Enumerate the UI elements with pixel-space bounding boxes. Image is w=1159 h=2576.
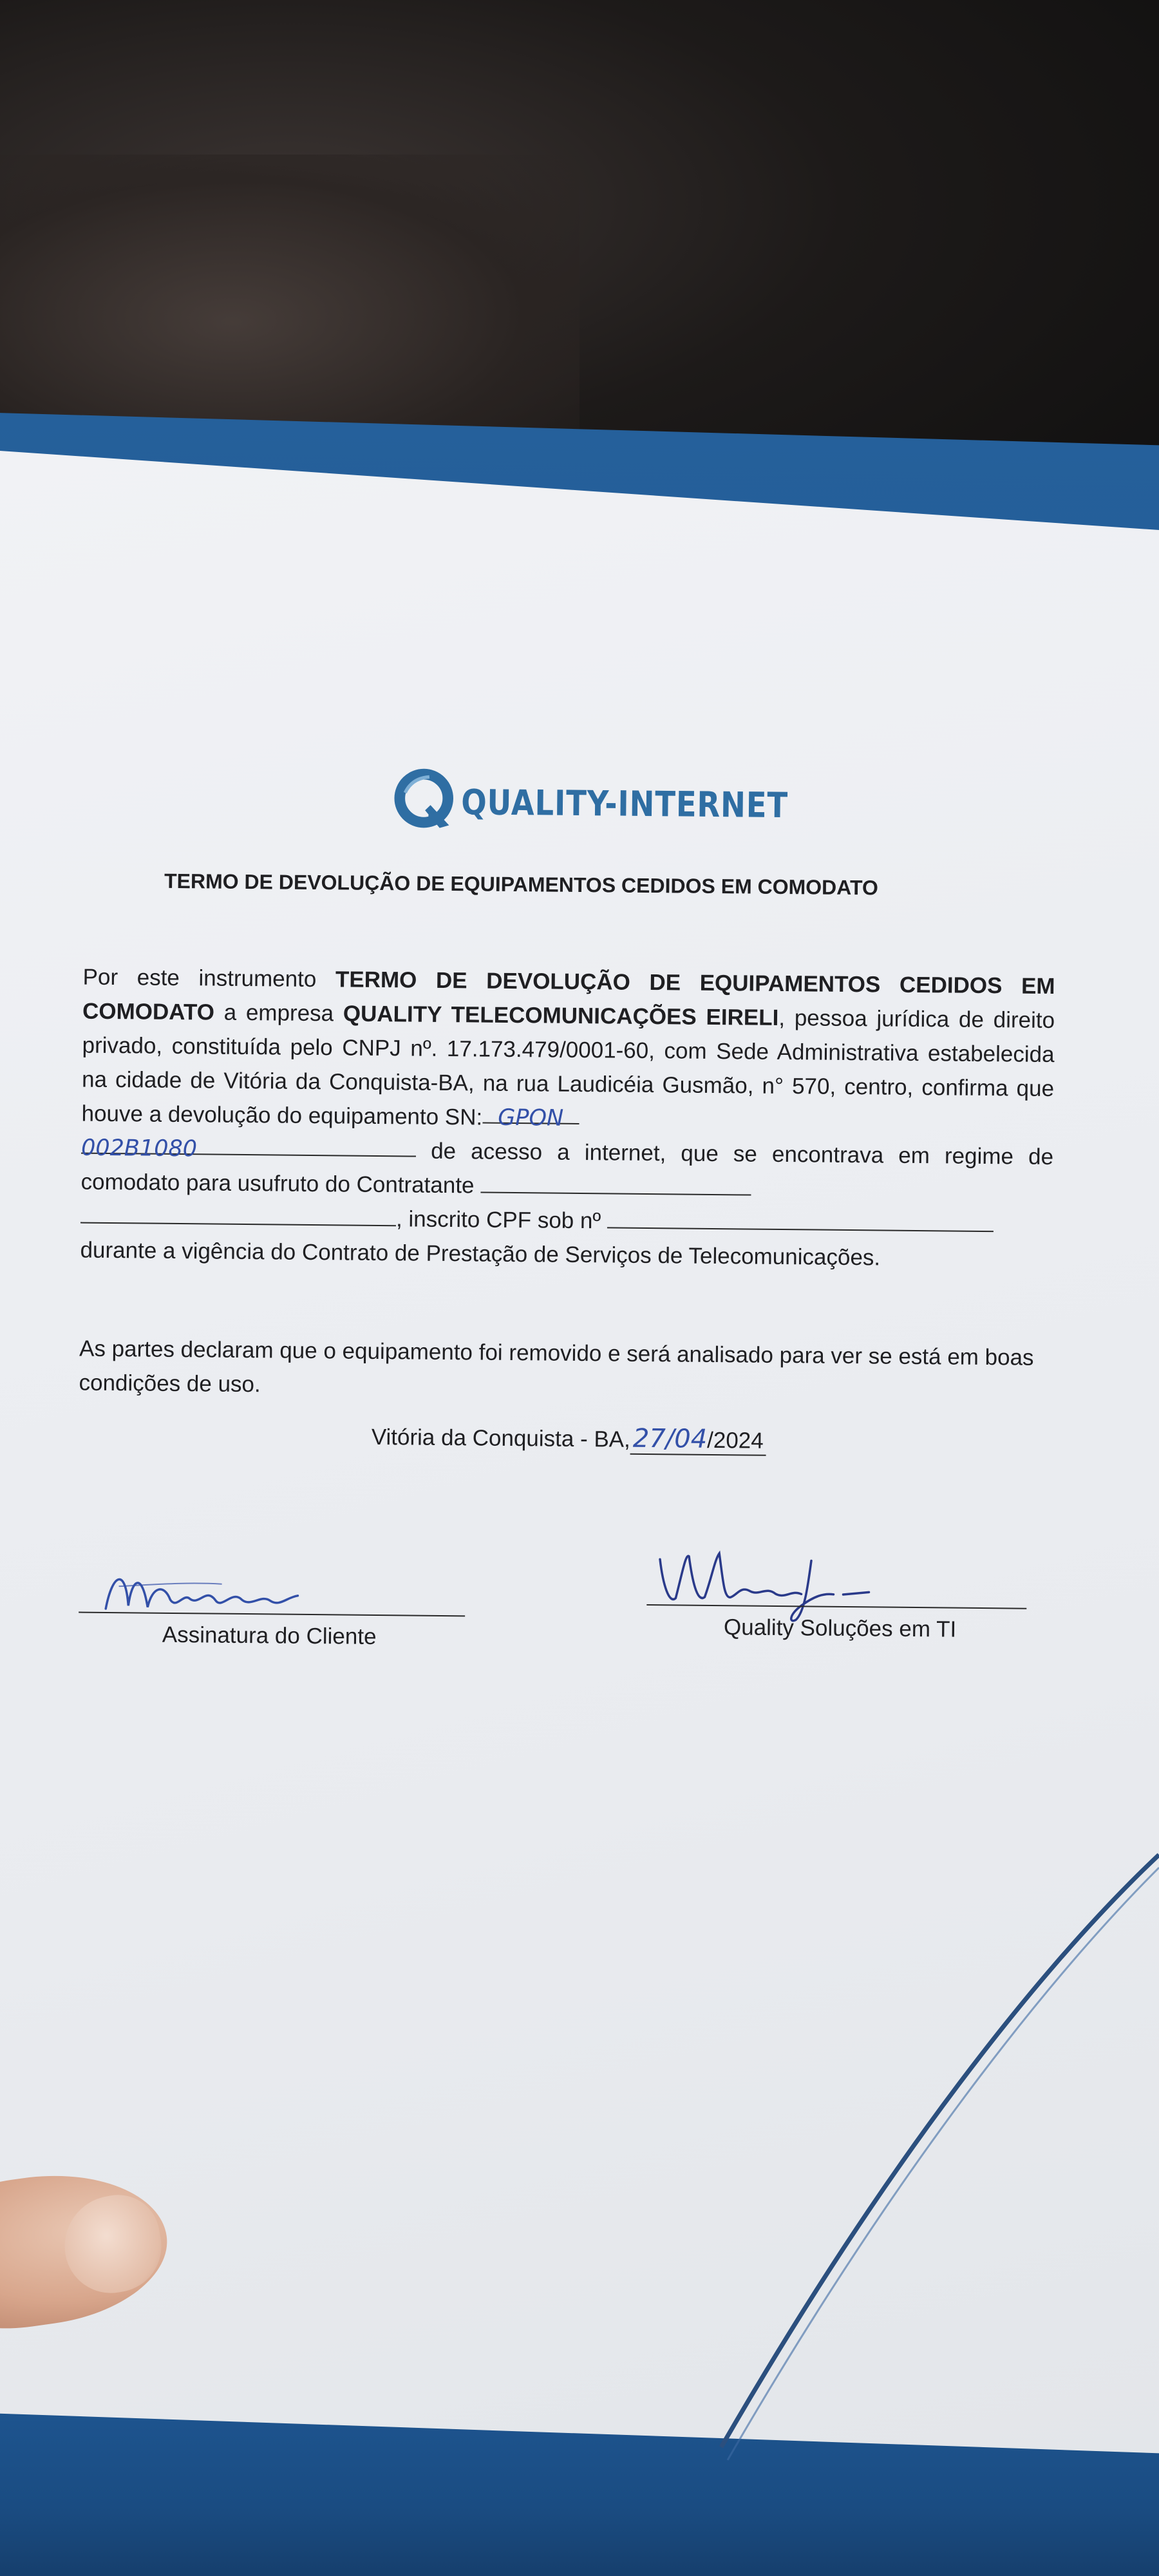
date-field [630,1424,766,1456]
para-bold-term: TERMO DE DEVOLUÇÃO DE EQUIPAMENTOS CEDIDOS EM COMODATO [82,967,1055,1025]
para-bold-company: QUALITY TELECOMUNICAÇÕES EIRELI [343,1001,779,1030]
serial-handwritten-2: 002B1080 [80,1135,198,1162]
date-handwritten: 27/04 [632,1423,708,1454]
client-signature-label: Assinatura do Cliente [162,1622,377,1650]
serial-field-2 [80,1131,416,1162]
quality-q-icon [391,766,459,833]
company-signature [646,1533,918,1626]
serial-field-1 [482,1101,579,1132]
place-date [372,1421,766,1456]
place-text: Vitória da Conquista - BA, [371,1424,631,1452]
para-text: durante a vigência do Contrato de Prestação de Serviços de Telecomunicações. [80,1237,881,1271]
para-text: de acesso a internet, que se encontrava em regime de comodato para usufruto do Contratante [80,1138,1054,1198]
para-text: , pessoa jurídica de direito privado, constituída pelo CNPJ nº. 17.173.479/0001-60, com Sede Administrativa estabelecida na cidade de Vitória da Conquista-BA, na rua Laudicéia Gusmão, n° 570, centro, confirma que houve a devolução do equipamento SN: [81,1005,1055,1130]
contractor-name-field [480,1170,751,1196]
document-title: TERMO DE DEVOLUÇÃO DE EQUIPAMENTOS CEDIDOS EM COMODATO [164,869,879,900]
para-text: , inscrito CPF sob nº [395,1206,608,1234]
cpf-field [607,1205,994,1232]
serial-handwritten-1: GPON [498,1104,564,1132]
para-text: a empresa [214,999,344,1027]
logo-text: QUALITY-INTERNET [460,782,789,826]
para-text: Por este instrumento [82,964,336,992]
date-year: /2024 [706,1427,764,1454]
company-signature-label: Quality Soluções em TI [723,1615,957,1642]
paragraph-declaration: As partes declaram que o equipamento foi removido e será analisado para ver se está em boas condições de uso. [79,1336,1034,1397]
paragraph-main [80,960,1055,1276]
contractor-name-field-2 [80,1200,396,1227]
company-logo [391,766,843,854]
